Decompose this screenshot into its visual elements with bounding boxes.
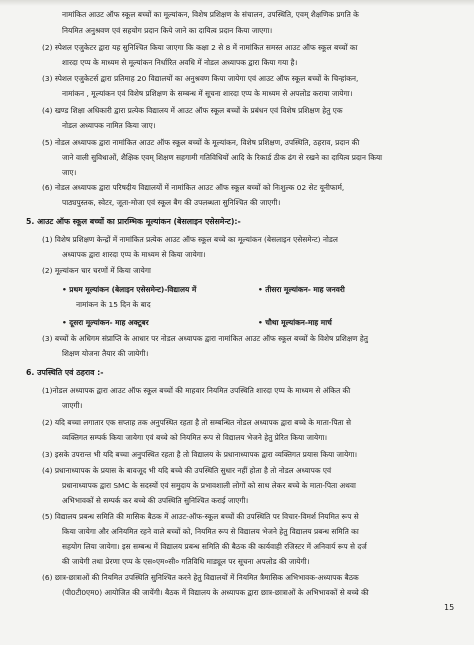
text-line: शिक्षण योजना तैयार की जायेगी। <box>62 349 149 358</box>
text-line: (4) प्रधानाध्यापक के प्रयास के बावजूद भी यदि बच्चे की उपस्थिति सुधार नहीं होता है तो नोडल अध्यापक एवं <box>42 466 332 475</box>
text-line: नियमित अनुश्रवण एवं सहयोग प्रदान किये जाने का दायित्व प्रदान किया जाएगा। <box>62 26 273 35</box>
text-line: की जायेगी तथा प्रेरणा एप्प के एस०एम०सी० गतिविधि माड्यूल पर सूचना अपलोड की जायेगी। <box>62 557 310 566</box>
text-line: किया जायेगा और अनियमित रहने वाले बच्चों को, नियमित रूप से विद्यालय भेजने हेतु विद्यालय प्रबन्ध समिति का <box>62 527 359 536</box>
text-line: प्रधानाध्यापक द्वारा SMC के सदस्यों एवं समुदाय के प्रभावशाली लोगों को साथ लेकर बच्चे के माता-पिता अथवा <box>62 481 356 490</box>
text-line: • चौथा मूल्यांकन-माह मार्च <box>258 318 332 327</box>
text-line: जाने वाली सुविधाओं, शैक्षिक एवम् शिक्षण सहगामी गतिविधियों आदि के रिकार्ड ठीक ढंग से रखने का दायित्व प्रदान किया <box>62 153 383 162</box>
text-line: अभिभावकों से सम्पर्क कर बच्चे की उपस्थिति सुनिश्चित कराई जाएगी। <box>62 496 249 505</box>
text-line: जाएगी। <box>62 401 83 410</box>
section-heading: 5. आउट ऑफ स्कूल बच्चों का प्रारम्भिक मूल्यांकन (बेसलाइन एसेसमेन्ट):- <box>26 217 241 226</box>
text-line: • तीसरा मूल्यांकन- माह जनवरी <box>258 285 345 294</box>
text-line: (1)नोडल अध्यापक द्वारा आउट ऑफ स्कूल बच्चों की माहवार नियमित उपस्थिति शारदा एप्प के माध्यम से अंकित की <box>42 386 351 395</box>
text-line: (2) यदि बच्चा लगातार एक सप्ताह तक अनुपस्थित रहता है तो सम्बन्धित नोडल अध्यापक द्वारा बच्चे के माता-पिता से <box>42 418 352 427</box>
text-line: व्यक्तिगत सम्पर्क किया जायेगा एवं बच्चे को नियमित रूप से विद्यालय भेजने हेतु प्रेरित किया जायेगा। <box>62 433 328 442</box>
text-line: नामांकन के 15 दिन के बाद <box>76 300 151 309</box>
text-line: (6) नोडल अध्यापक द्वारा परिषदीय विद्यालयों में नामांकित आउट ऑफ स्कूल बच्चों को निःशुल्क 02 सेट यूनीफार्म, <box>42 183 345 192</box>
text-line: नामांकन , मूल्यांकन एवं विशेष प्रशिक्षण के सम्बन्ध में सूचना शारदा एप्प के माध्यम से अपलोड कराया जायेगा। <box>62 89 353 98</box>
text-line: (4) खण्ड शिक्षा अधिकारी द्वारा प्रत्येक विद्यालय में आउट ऑफ स्कूल बच्चों के प्रबंधन एवं विशेष प्रशिक्षण हेतु एक <box>42 106 343 115</box>
text-line: अध्यापक द्वारा शारदा एप्प के माध्यम से किया जायेगा। <box>62 250 206 259</box>
text-line: • प्रथम मूल्यांकन (बेलाइन एसेसमेन्ट)-विद्यालय में <box>62 285 197 294</box>
text-line: (6) छात्र-छात्राओं की नियमित उपस्थिति सुनिश्चित करने हेतु विद्यालयों में नियमित त्रैमासिक अभिभावक-अध्यापक बैठक <box>42 573 359 582</box>
section-heading: 6. उपस्थिति एवं ठहराव :- <box>26 368 104 377</box>
text-line: जाए। <box>62 168 77 177</box>
text-line: (3) इसके उपरान्त भी यदि बच्चा अनुपस्थित रहता है तो विद्यालय के प्रधानाध्यापक द्वारा व्यक्तिगत प्रयास किया जायेगा। <box>42 450 358 459</box>
text-line: शारदा एप्प के माध्यम से मूल्यांकन निर्धारित अवधि में नोडल अध्यापक द्वारा किया गया है। <box>62 58 298 67</box>
scan-top-edge <box>0 0 474 6</box>
text-line: (5) नोडल अध्यापक द्वारा नामांकित आउट ऑफ स्कूल बच्चों के मूल्यांकन, विशेष प्रशिक्षण, उपस्थिति, ठहराव, प्रदान की <box>42 138 360 147</box>
text-line: नोडल अध्यापक नामित किया जाए। <box>62 121 156 130</box>
text-line: (3) बच्चों के अधिगम संप्राप्ति के आधार पर नोडल अध्यापक द्वारा नामांकित आउट ऑफ स्कूल बच्चों के विशेष प्रशिक्षण हेतु <box>42 334 368 343</box>
text-line: (2) स्पेशल एजुकेटर द्वारा यह सुनिश्चित किया जाएगा कि कक्षा 2 से 8 में नामांकित समस्त आउट ऑफ स्कूल बच्चों का <box>42 43 358 52</box>
text-line: • दूसरा मूल्यांकन- माह अक्टूबर <box>62 318 149 327</box>
text-line: (2) मूल्यांकन चार चरणों में किया जायेगा <box>42 266 151 275</box>
text-line: सहयोग लिया जायेगा। इस सम्बन्ध में विद्यालय प्रबन्ध समिति की बैठक की कार्यवाही रजिस्टर में अनिवार्य रूप से दर्ज <box>62 542 367 551</box>
text-line: (1) विशेष प्रशिक्षण केन्द्रों में नामांकित प्रत्येक आउट ऑफ स्कूल बच्चे का मूल्यांकन (बेसलाइन एसेसमेन्ट) नोडल <box>42 235 338 244</box>
text-line: (3) स्पेशल एजुकेटर्स द्वारा प्रतिमाह 20 विद्यालयों का अनुश्रवण किया जायेगा एवं आउट ऑफ स्कूल बच्चों के चिन्हांकन, <box>42 74 359 83</box>
text-line: (पी0टी0एम0) आयोजित की जायेंगी। बैठक में विद्यालय के अध्यापक द्वारा छात्र-छात्राओं के अभिभावकों से बच्चे की <box>62 588 369 597</box>
text-line: नामांकित आउट ऑफ स्कूल बच्चों का मूल्यांकन, विशेष प्रशिक्षण के संचालन, उपस्थिति, एवम् शैक्षणिक प्रगति के <box>62 10 359 19</box>
text-line: (5) विद्यालय प्रबन्ध समिति की मासिक बैठक में आउट-ऑफ-स्कूल बच्चों की उपस्थिति पर विचार-विमर्श नियमित रूप से <box>42 512 359 521</box>
page-number: 15 <box>444 603 455 612</box>
text-line: पाठ्यपुस्तक, स्वेटर, जूता-मोजा एवं स्कूल बैग की उपलब्धता सुनिश्चित की जाएगी। <box>62 198 281 207</box>
